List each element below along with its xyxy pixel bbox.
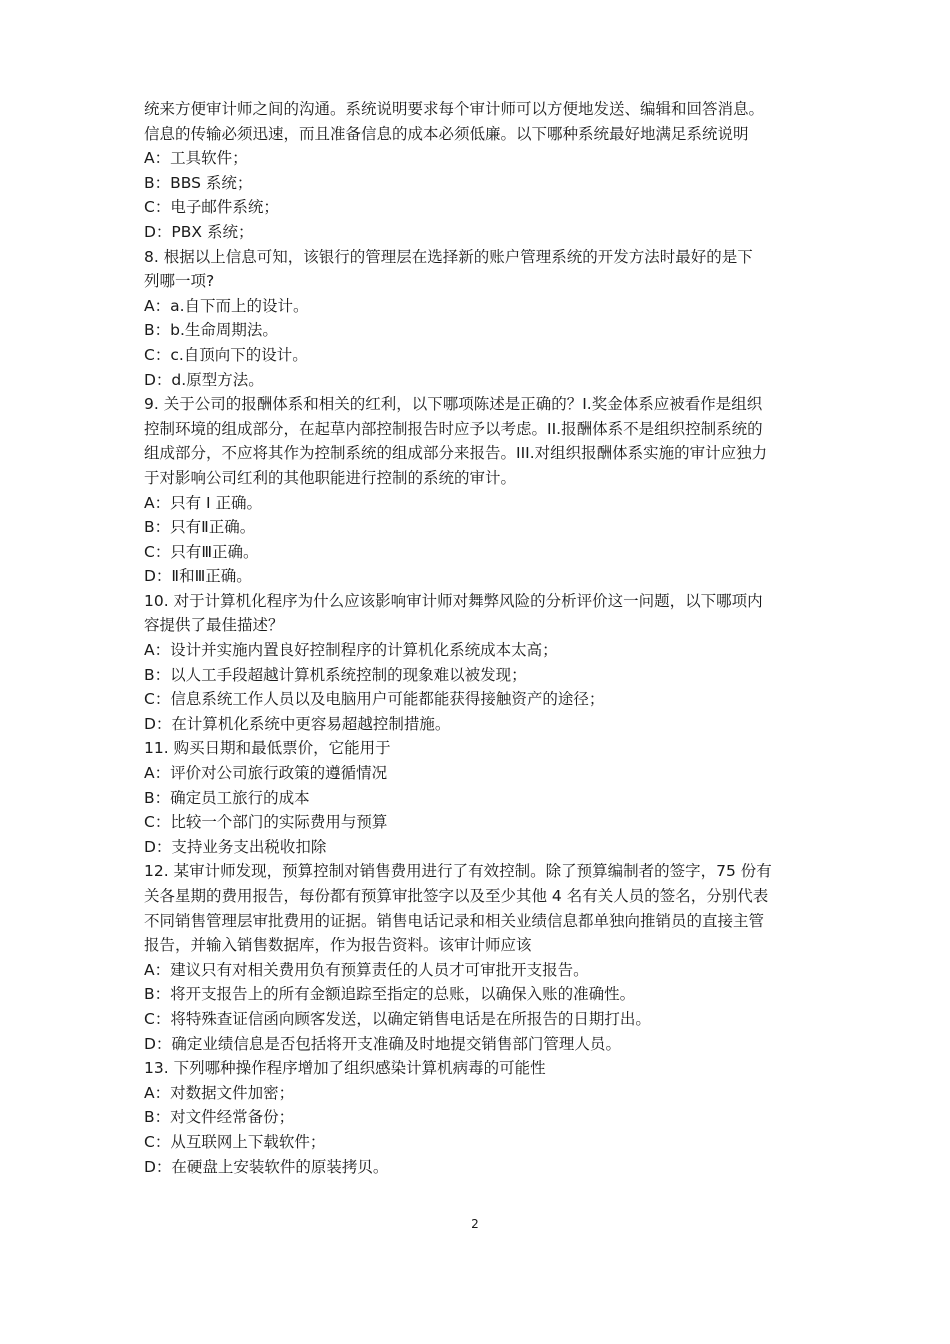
question-text: 组成部分，不应将其作为控制系统的组成部分来报告。III.对组织报酬体系实施的审计应独力 xyxy=(144,444,768,463)
option-a: A：工具软件； xyxy=(144,149,248,168)
question-text: 不同销售管理层审批费用的证据。销售电话记录和相关业绩信息都单独向推销员的直接主管 xyxy=(144,911,765,930)
option-b: B：BBS 系统； xyxy=(144,173,253,192)
option-d: D：在硬盘上安装软件的原装拷贝。 xyxy=(144,1157,389,1176)
text-line: 统来方便审计师之间的沟通。系统说明要求每个审计师可以方便地发送、编辑和回答消息。 xyxy=(144,100,765,118)
option-a: A：只有 I 正确。 xyxy=(144,493,263,512)
option-c: C：比较一个部门的实际费用与预算 xyxy=(144,813,388,832)
option-c: C：从互联网上下载软件； xyxy=(144,1132,326,1151)
text-line: 信息的传输必须迅速，而且准备信息的成本必须低廉。以下哪种系统最好地满足系统说明 xyxy=(144,124,749,143)
option-d: D：Ⅱ和Ⅲ正确。 xyxy=(144,567,252,586)
option-b: B：确定员工旅行的成本 xyxy=(144,788,310,807)
page-number: 2 xyxy=(471,1217,479,1231)
question-text: 容提供了最佳描述？ xyxy=(144,616,284,635)
intro-paragraph xyxy=(144,97,814,146)
question-9 xyxy=(144,392,814,589)
question-10 xyxy=(144,589,814,737)
option-c: C：只有Ⅲ正确。 xyxy=(144,542,259,561)
question-text: 13. 下列哪种操作程序增加了组织感染计算机病毒的可能性 xyxy=(144,1059,546,1078)
option-a: A：设计并实施内置良好控制程序的计算机化系统成本太高； xyxy=(144,641,558,660)
option-d: D：支持业务支出税收扣除 xyxy=(144,837,327,856)
question-12 xyxy=(144,859,814,1056)
question-text: 控制环境的组成部分，在起草内部控制报告时应予以考虑。II.报酬体系不是组织控制系统的 xyxy=(144,419,763,438)
option-b: B：以人工手段超越计算机系统控制的现象难以被发现； xyxy=(144,665,527,684)
option-b: B：将开支报告上的所有金额追踪至指定的总账，以确保入账的准确性。 xyxy=(144,985,636,1004)
option-d: D：在计算机化系统中更容易超越控制措施。 xyxy=(144,714,451,733)
option-a: A：a.自下而上的设计。 xyxy=(144,296,309,315)
option-c: C：信息系统工作人员以及电脑用户可能都能获得接触资产的途径； xyxy=(144,690,605,709)
option-b: B：对文件经常备份； xyxy=(144,1108,295,1127)
question-11 xyxy=(144,736,814,859)
option-d: D：确定业绩信息是否包括将开支准确及时地提交销售部门管理人员。 xyxy=(144,1034,621,1053)
option-c: C：c.自顶向下的设计。 xyxy=(144,345,308,364)
question-8 xyxy=(144,245,814,393)
question-text: 9. 关于公司的报酬体系和相关的红利，以下哪项陈述是正确的？I.奖金体系应被看作是组织 xyxy=(144,395,763,414)
question-13 xyxy=(144,1056,814,1179)
option-d: D：d.原型方法。 xyxy=(144,370,264,389)
option-b: B：只有Ⅱ正确。 xyxy=(144,518,256,537)
question-text: 11. 购买日期和最低票价，它能用于 xyxy=(144,739,391,758)
question-text: 关各星期的费用报告，每份都有预算审批签字以及至少其他 4 名有关人员的签名，分别代表 xyxy=(144,887,769,905)
option-c: C：电子邮件系统； xyxy=(144,198,279,217)
option-a: A：建议只有对相关费用负有预算责任的人员才可审批开支报告。 xyxy=(144,960,589,979)
option-a: A：对数据文件加密； xyxy=(144,1083,295,1102)
option-d: D：PBX 系统； xyxy=(144,222,254,241)
question-text: 8. 根据以上信息可知，该银行的管理层在选择新的账户管理系统的开发方法时最好的是下 xyxy=(144,247,753,266)
question-text: 报告，并输入销售数据库，作为报告资料。该审计师应该 xyxy=(144,936,532,955)
intro-options xyxy=(144,146,814,244)
question-text: 10. 对于计算机化程序为什么应该影响审计师对舞弊风险的分析评价这一问题，以下哪项内 xyxy=(144,591,763,610)
option-a: A：评价对公司旅行政策的遵循情况 xyxy=(144,764,388,783)
document-page xyxy=(144,97,814,1179)
option-c: C：将特殊查证信函向顾客发送，以确定销售电话是在所报告的日期打出。 xyxy=(144,1009,651,1028)
question-text: 12. 某审计师发现，预算控制对销售费用进行了有效控制。除了预算编制者的签字，75 份有 xyxy=(144,862,772,881)
option-b: B：b.生命周期法。 xyxy=(144,321,278,340)
question-text: 列哪一项? xyxy=(144,272,215,291)
question-text: 于对影响公司红利的其他职能进行控制的系统的审计。 xyxy=(144,468,517,487)
